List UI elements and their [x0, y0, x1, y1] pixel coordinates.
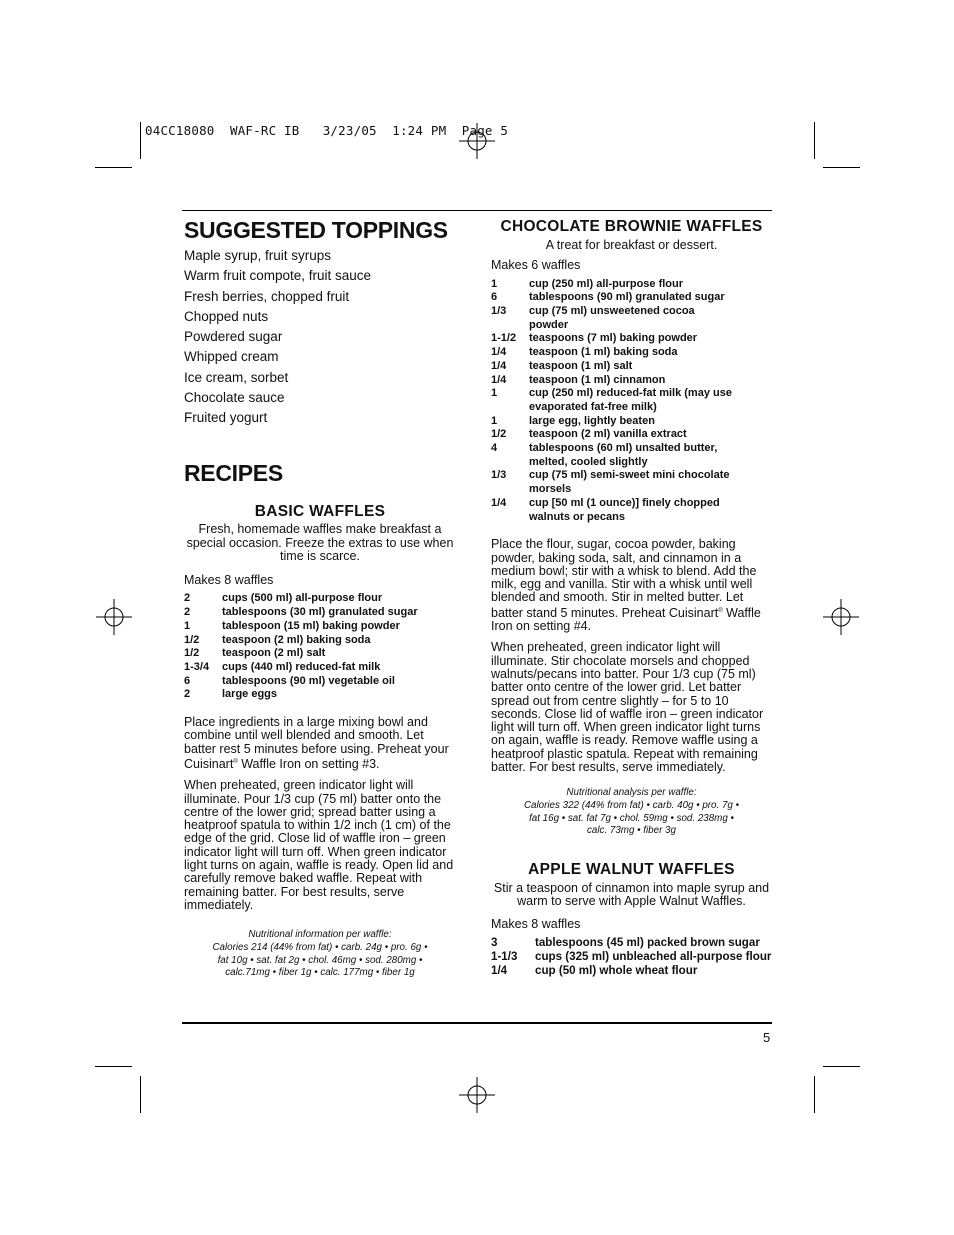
ingredient-qty: 2 [184, 688, 191, 701]
instructions-paragraph: When preheated, green indicator light will illuminate. Stir chocolate morsels and chopped walnuts/pecans into batter. Pour 1/3 cup (75 ml) batter onto centre of the lower grid. Let batter spread out from centre slightly – for 5 to 10 seconds. Close lid of waffle iron – green indicator light will turn off. When green indicator light turns on again, waffle is ready. Remove waffle using a heatproof plastic spatula. Repeat with remaining batter. For best results, serve immediately. [491, 640, 764, 774]
toppings-heading: SUGGESTED TOPPINGS [184, 217, 448, 243]
list-item: Powdered sugar [184, 329, 283, 345]
basic-waffles-title: BASIC WAFFLES [254, 502, 386, 520]
ingredient-row: 1-1/2 teaspoons (7 ml) baking powder [491, 332, 698, 345]
ingredient-row [184, 620, 456, 634]
crop-mark [95, 1066, 132, 1067]
ingredient-text: cups (440 ml) reduced-fat milk [222, 660, 381, 673]
recipe-intro: A treat for breakfast or dessert. [545, 237, 718, 252]
ingredient-row: 4 tablespoons (60 ml) unsalted butter, melted, cooled slightly [491, 442, 718, 468]
list-item: Chocolate sauce [184, 390, 285, 406]
ingredient-text: tablespoon (15 ml) baking powder [222, 619, 400, 632]
list-item: Maple syrup, fruit syrups [184, 248, 332, 263]
apple-walnut-waffles-title: APPLE WALNUT WAFFLES [528, 861, 735, 879]
crop-mark [823, 167, 860, 168]
crop-mark [140, 1076, 141, 1113]
ingredient-row: 1 cup (250 ml) all-purpose flour [491, 277, 684, 290]
recipe-yield: Makes 6 waffles [491, 258, 581, 273]
toppings-list [184, 249, 456, 432]
ingredient-qty: 2 [184, 606, 191, 619]
ingredient-row [184, 647, 456, 661]
ingredient-row: 1 cup (250 ml) reduced-fat milk (may use evaporated fat-free milk) [491, 387, 732, 413]
ingredient-row: 3 tablespoons (45 ml) packed brown sugar [491, 936, 760, 950]
crop-mark [814, 122, 815, 159]
ingredient-text: large eggs [222, 688, 278, 701]
ingredient-qty: 6 [184, 674, 191, 687]
ingredient-text: tablespoons (90 ml) vegetable oil [222, 674, 395, 687]
ingredient-qty: 1/2 [184, 633, 200, 646]
list-item: Warm fruit compote, fruit sauce [184, 268, 372, 284]
ingredient-qty: 1/2 [184, 647, 200, 660]
ingredient-row [184, 688, 456, 702]
registration-mark-icon [459, 123, 495, 159]
crop-mark [814, 1076, 815, 1113]
ingredient-row: 1/3 cup (75 ml) unsweetened cocoa powder [491, 305, 695, 331]
ingredient-row: 1/2 teaspoon (2 ml) vanilla extract [491, 428, 687, 441]
list-item: Whipped cream [184, 349, 279, 365]
recipe-yield: Makes 8 waffles [491, 916, 581, 931]
recipes-heading: RECIPES [184, 459, 283, 486]
nutrition-info: Nutritional information per waffle: Calories 214 (44% from fat) • carb. 24g • pro. 6g • fat 10g • sat. fat 2g • chol. 46mg • sod. 280mg • calc.71mg • fiber 1g • calc. 177mg • fiber 1g [212, 929, 428, 979]
ingredient-text: tablespoons (30 ml) granulated sugar [222, 606, 418, 619]
registration-mark-icon [823, 599, 859, 635]
registration-mark-icon [96, 599, 132, 635]
print-slug: 04CC18080 WAF-RC IB 3/23/05 1:24 PM Page 5 [145, 123, 509, 138]
list-item: Ice cream, sorbet [184, 369, 289, 385]
bottom-rule [182, 1022, 772, 1024]
ingredient-list [491, 278, 772, 525]
page-number: 5 [763, 1030, 771, 1045]
ingredient-text: cups (500 ml) all-purpose flour [222, 592, 383, 605]
left-column [184, 219, 456, 980]
ingredient-row [184, 634, 456, 648]
ingredient-list [491, 936, 772, 977]
ingredient-row: 1/4 teaspoon (1 ml) salt [491, 359, 633, 372]
ingredient-row: 1/4 cup (50 ml) whole wheat flour [491, 963, 698, 977]
registration-mark-icon [459, 1077, 495, 1113]
list-item: Fruited yogurt [184, 410, 268, 426]
ingredient-row [184, 592, 456, 606]
list-item: Fresh berries, chopped fruit [184, 288, 350, 304]
right-column [491, 219, 772, 977]
recipe-intro: Fresh, homemade waffles make breakfast a special occasion. Freeze the extras to use when time is scarce. [186, 522, 454, 564]
ingredient-row: 1/3 cup (75 ml) semi-sweet mini chocolate morsels [491, 469, 730, 496]
ingredient-text: teaspoon (2 ml) baking soda [222, 633, 371, 646]
crop-mark [140, 122, 141, 159]
ingredient-row [184, 606, 456, 620]
instructions-paragraph: When preheated, green indicator light will illuminate. Pour 1/3 cup (75 ml) batter onto the centre of the lower grid; spread batter using a heatproof spatula to within 1/2 inch (1 cm) of the edge of the grid. Close lid of waffle iron – green indicator light will turn off. When green indicator light turns on again, waffle is ready. Open lid and carefully remove baked waffle. Repeat with remaining batter. For best results, serve immediately. [184, 778, 454, 912]
ingredient-row: 1/4 teaspoon (1 ml) baking soda [491, 346, 678, 359]
ingredient-qty: 1-3/4 [184, 660, 210, 673]
ingredient-list [184, 592, 456, 702]
crop-mark [823, 1066, 860, 1067]
list-item: Chopped nuts [184, 308, 269, 324]
recipe-yield: Makes 8 waffles [184, 572, 274, 587]
top-rule [182, 210, 772, 211]
instructions-paragraph: Place ingredients in a large mixing bowl and combine until well blended and smooth. Let batter rest 5 minutes before using. Preheat your Cuisinart® Waffle Iron on setting #3. [184, 715, 449, 771]
ingredient-qty: 2 [184, 592, 191, 605]
ingredient-row: 1-1/3 cups (325 ml) unbleached all-purpose flour [491, 950, 772, 963]
instructions-paragraph: Place the flour, sugar, cocoa powder, baking powder, baking soda, salt, and cinnamon in a medium bowl; stir with a whisk to blend. Add the milk, egg and vanilla. Stir with a whisk until well blended and smooth. Stir in melted butter. Let batter stand 5 minutes. Preheat Cuisinart® Waffle Iron on setting #4. [491, 537, 761, 634]
ingredient-row: 1/4 cup [50 ml (1 ounce)] finely chopped walnuts or pecans [491, 496, 720, 523]
ingredient-row [184, 661, 456, 675]
ingredient-row: 1 large egg, lightly beaten [491, 414, 655, 427]
ingredient-row: 6 tablespoons (90 ml) granulated sugar [491, 291, 725, 304]
ingredient-row [184, 675, 456, 689]
nutrition-info: Nutritional analysis per waffle: Calories 322 (44% from fat) • carb. 40g • pro. 7g • fat 16g • sat. fat 7g • chol. 59mg • sod. 238mg • calc. 73mg • fiber 3g [523, 787, 740, 837]
ingredient-text: teaspoon (2 ml) salt [222, 647, 326, 660]
recipe-intro: Stir a teaspoon of cinnamon into maple syrup and warm to serve with Apple Walnut Waffles. [493, 880, 770, 909]
crop-mark [95, 167, 132, 168]
brownie-waffles-title: CHOCOLATE BROWNIE WAFFLES [500, 218, 763, 235]
ingredient-qty: 1 [184, 619, 191, 632]
ingredient-row: 1/4 teaspoon (1 ml) cinnamon [491, 373, 666, 386]
